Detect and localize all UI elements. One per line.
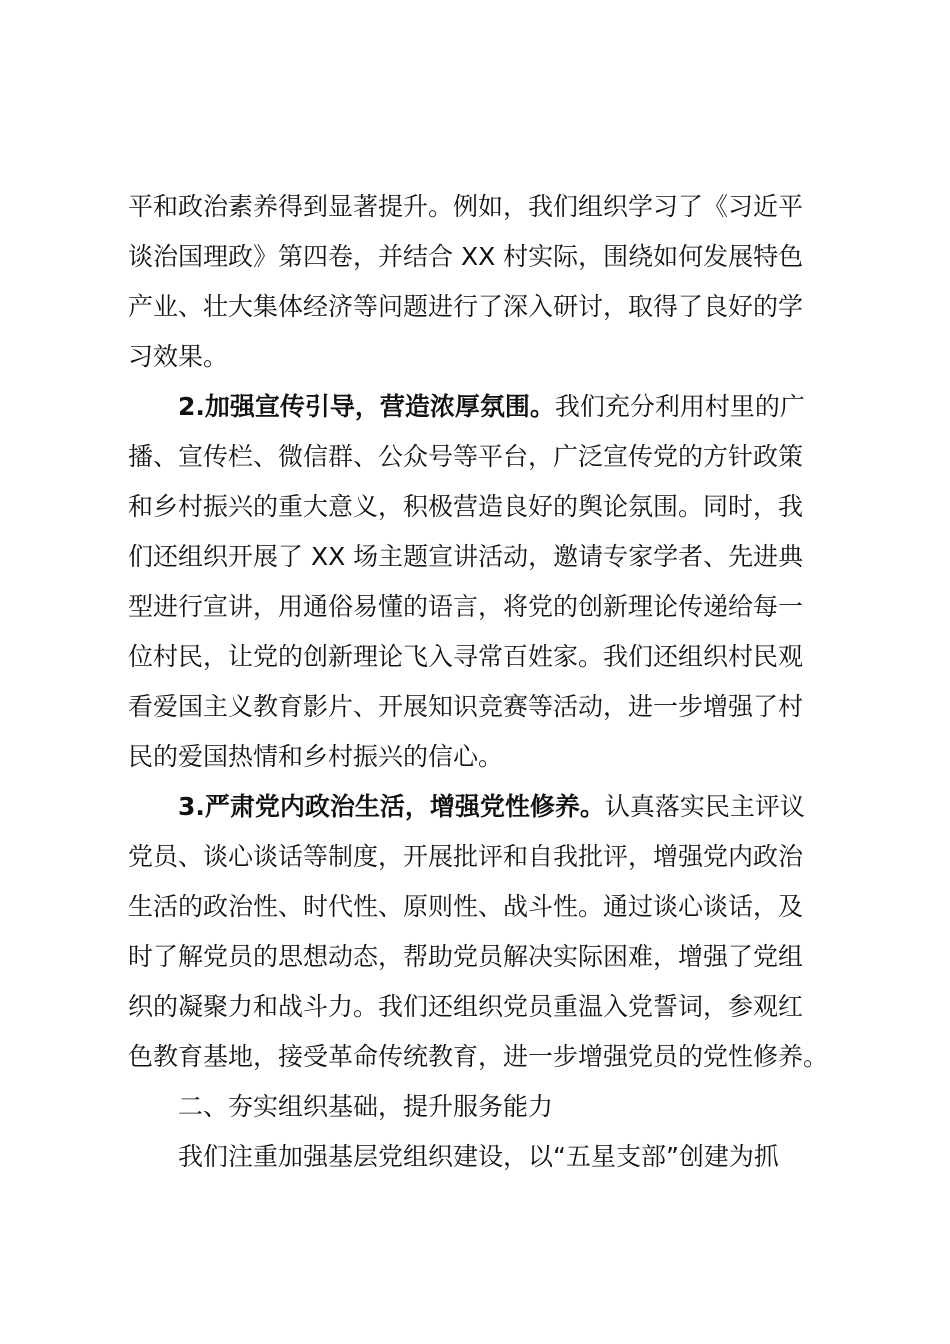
item-2-heading: 2.加强宣传引导，营造浓厚氛围。 (178, 392, 555, 421)
paragraph-line: 谈治国理政》第四卷，并结合 XX 村实际，围绕如何发展特色 (128, 242, 804, 271)
paragraph-line: 播、宣传栏、微信群、公众号等平台，广泛宣传党的方针政策 (128, 442, 804, 471)
item-3-first-line (128, 782, 832, 832)
paragraph-line: 看爱国主义教育影片、开展知识竞赛等活动，进一步增强了村 (128, 692, 804, 721)
paragraph-line: 和乡村振兴的重大意义，积极营造良好的舆论氛围。同时，我 (128, 492, 804, 521)
paragraph-line: 型进行宣讲，用通俗易懂的语言，将党的创新理论传递给每一 (128, 592, 804, 621)
item-2-text: 我们充分利用村里的广 (554, 392, 805, 421)
item-3-text: 认真落实民主评议 (604, 792, 805, 821)
item-3-heading: 3.严肃党内政治生活，增强党性修养。 (178, 792, 605, 821)
paragraph-line: 民的爱国热情和乡村振兴的信心。 (128, 742, 504, 771)
paragraph-line: 生活的政治性、时代性、原则性、战斗性。通过谈心谈话，及 (128, 892, 804, 921)
paragraph-line: 平和政治素养得到显著提升。例如，我们组织学习了《习近平 (128, 192, 804, 221)
section-2-first-line: 我们注重加强基层党组织建设，以“五星支部”创建为抓 (178, 1142, 779, 1171)
document-body (128, 182, 832, 1182)
paragraph-line: 位村民，让党的创新理论飞入寻常百姓家。我们还组织村民观 (128, 642, 804, 671)
paragraph-line: 织的凝聚力和战斗力。我们还组织党员重温入党誓词，参观红 (128, 992, 804, 1021)
item-2-first-line (128, 382, 832, 432)
paragraph-line: 们还组织开展了 XX 场主题宣讲活动，邀请专家学者、先进典 (128, 542, 804, 571)
paragraph-line: 习效果。 (128, 342, 229, 371)
paragraph-line: 时了解党员的思想动态，帮助党员解决实际困难，增强了党组 (128, 942, 804, 971)
paragraph-line: 色教育基地，接受革命传统教育，进一步增强党员的党性修养。 (128, 1042, 829, 1071)
paragraph-line: 产业、壮大集体经济等问题进行了深入研讨，取得了良好的学 (128, 292, 804, 321)
paragraph-line: 党员、谈心谈话等制度，开展批评和自我批评，增强党内政治 (128, 842, 804, 871)
section-2-heading: 二、夯实组织基础，提升服务能力 (178, 1092, 554, 1121)
